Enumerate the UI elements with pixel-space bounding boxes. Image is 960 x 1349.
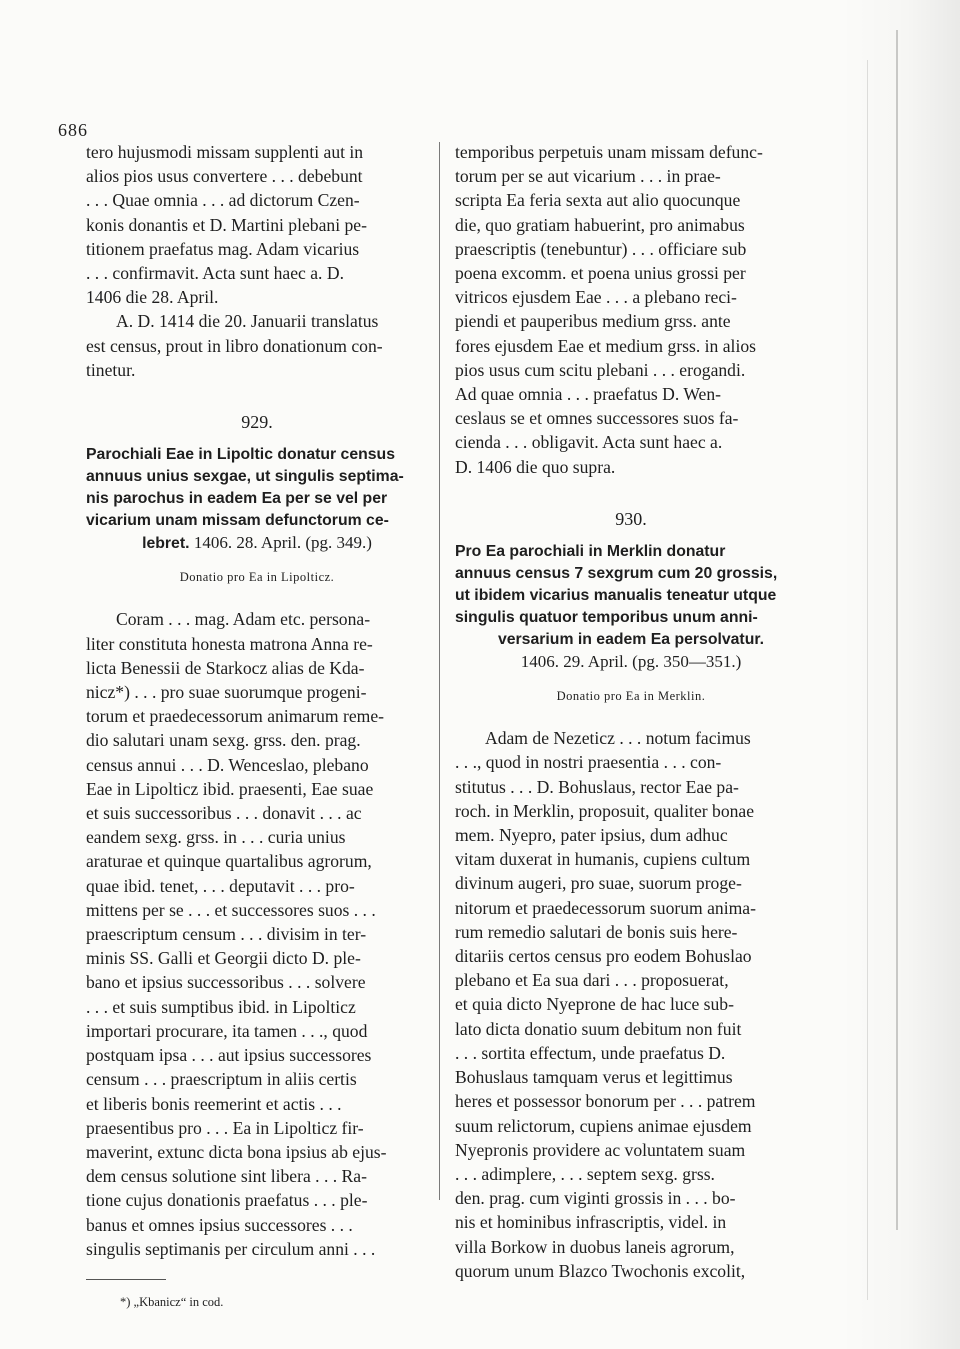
text-line: torum et praedecessorum animarum reme- [86,706,384,727]
text-line: Adam de Nezeticz . . . notum facimus [485,728,751,749]
text-line: censum . . . praescriptum in aliis certis [86,1069,357,1090]
text-line: mittens per se . . . et successores suos . . . [86,899,376,920]
intro-text [86,140,428,382]
text-line: araturae et quinque quartalibus agrorum, [86,851,372,872]
text-line: . . ., quod in nostri praesentia . . . con- [455,752,722,773]
text-line: Bohuslaus tamquam verus et legittimus [455,1067,733,1088]
text-line: licta Benessii de Starkocz alias de Kda- [86,657,365,678]
text-line: stitutus . . . D. Bohuslaus, rector Eae pa- [455,776,739,797]
heading-line [455,651,807,674]
text-line: mem. Nyepro, pater ipsius, dum adhuc [455,825,728,846]
entry-number: 929. [241,412,273,433]
entry-body [455,726,807,1283]
left-column [86,140,428,1314]
text-line: liter constituta honesta matrona Anna re- [86,633,373,654]
text-line: alios pios usus convertere . . . debebunt [86,166,363,187]
text-line: cienda . . . obligavit. Acta sunt haec a. [455,432,723,453]
text-line: torum per se aut vicarium . . . in prae- [455,166,721,187]
continuation-text [455,140,807,479]
heading-line [86,532,428,555]
text-line: lato dicta donatio suum debitum non fuit [455,1018,742,1039]
heading-line: nis parochus in eadem Ea per se vel per [86,490,388,508]
text-line: plebano et Ea sua dari . . . proposuerat, [455,970,729,991]
text-line: . . . adimplere, . . . septem sexg. grss. [455,1163,715,1184]
text-line: postquam ipsa . . . aut ipsius successores [86,1045,372,1066]
text-line: . . . confirmavit. Acta sunt haec a. D. [86,263,344,284]
scan-edge-line [867,60,868,1300]
heading-line: Parochiali Eae in Lipoltic donatur census [86,446,395,464]
text-line: praesentibus pro . . . Ea in Lipolticz fir- [86,1117,364,1138]
text-line: tinetur. [86,359,136,380]
right-column [455,140,807,1283]
entry-date: 1406. 29. April. (pg. 350—351.) [520,652,742,672]
text-line: A. D. 1414 die 20. Januarii translatus [116,311,379,332]
heading-line: versarium in eadem Ea persolvatur. [497,631,765,649]
text-line: vitricos ejusdem Eae . . . a plebano reci- [455,287,737,308]
text-line: Coram . . . mag. Adam etc. persona- [116,609,371,630]
text-line: praescriptum censum . . . divisim in ter- [86,924,367,945]
text-line: est census, prout in libro donationum con- [86,335,383,356]
footnote: *) „Kbanicz“ in cod. [120,1294,224,1309]
entry-subtitle: Donatio pro Ea in Merklin. [556,689,706,704]
text-line: poena excomm. et poena unius grossi per [455,263,746,284]
entry-body [86,607,428,1260]
text-line: maverint, extunc dicta bona ipsius ab ejus- [86,1141,387,1162]
text-line: divinum augeri, pro suae, suorum proge- [455,873,742,894]
heading-line: Pro Ea parochiali in Merklin donatur [455,543,726,561]
text-line: piendi et pauperibus medium grss. ante [455,311,731,332]
text-line: banus et omnes ipsius successores . . . [86,1214,353,1235]
text-line: 1406 die 28. April. [86,287,219,308]
scan-edge-line [896,30,898,1230]
entry-heading [86,444,428,555]
text-line: bano et ipsius successoribus . . . solvere [86,972,366,993]
text-line: singulis septimanis per circulum anni . . . [86,1238,376,1259]
heading-line: singulis quatuor temporibus unum anni- [455,609,758,627]
text-line: D. 1406 die quo supra. [455,456,616,477]
text-line: nitorum et praedecessorum suorum anima- [455,897,756,918]
text-line: eandem sexg. grss. in . . . curia unius [86,827,346,848]
text-line: villa Borkow in duobus laneis agrorum, [455,1236,735,1257]
text-line: tione cujus donationis praefatus . . . ple- [86,1190,368,1211]
text-line: roch. in Merklin, proposuit, qualiter bonae [455,800,755,821]
text-line: scripta Ea feria sexta aut alio quocunque [455,190,741,211]
text-line: den. prag. cum viginti grossis in . . . bo- [455,1188,736,1209]
text-line: dem census solutione sint libera . . . Ra- [86,1166,367,1187]
text-line: et suis successoribus . . . donavit . . . ac [86,803,362,824]
heading-line: vicarium unam missam defunctorum ce- [86,512,389,530]
heading-line: annuus unius sexgae, ut singulis septima- [86,468,404,486]
text-line: rum remedio salutari de bonis suis here- [455,921,738,942]
text-line: nicz*) . . . pro suae suorumque progeni- [86,682,367,703]
text-line: census annui . . . D. Wenceslao, plebano [86,754,369,775]
text-line: quorum unum Blazco Twochonis excolit, [455,1260,746,1281]
text-line: heres et possessor bonorum per . . . patrem [455,1091,756,1112]
text-line: suum relictorum, cupiens animae ejusdem [455,1115,752,1136]
entry-number: 930. [615,508,647,529]
entry-heading [455,541,807,674]
text-line: Nyepronis providere ac voluntatem suam [455,1139,746,1160]
text-line: temporibus perpetuis unam missam defunc- [455,142,763,162]
text-line: importari procurare, ita tamen . . ., quod [86,1020,368,1041]
text-line: praescriptis (tenebuntur) . . . officiare sub [455,238,747,259]
entry-subtitle: Donatio pro Ea in Lipolticz. [179,570,335,585]
text-line: konis donantis et D. Martini plebani pe- [86,214,367,235]
text-line: tero hujusmodi missam supplenti aut in [86,142,364,162]
text-line: dio salutari unam sexg. grss. den. prag. [86,730,361,751]
page-number: 686 [58,120,88,140]
text-line: die, quo gratiam habuerint, pro animabus [455,214,745,235]
text-line: et liberis bonis reemerint et actis . . . [86,1093,342,1114]
text-line: ceslaus se et omnes successores suos fa- [455,408,739,429]
heading-tail: lebret. [142,535,190,553]
text-line: titionem praefatus mag. Adam vicarius [86,238,360,259]
heading-line: ut ibidem vicarius manualis teneatur utque [455,587,777,605]
text-line: . . . Quae omnia . . . ad dictorum Czen- [86,190,360,211]
text-line: ditariis certos census pro eodem Bohuslao [455,946,752,967]
text-line: quae ibid. tenet, . . . deputavit . . . pro- [86,875,355,896]
column-divider [439,142,440,1200]
text-line: pios usus cum scitu plebani . . . erogandi. [455,359,746,380]
text-line: . . . et suis sumptibus ibid. in Lipolticz [86,996,356,1017]
text-line: fores ejusdem Eae et medium grss. in alios [455,335,756,356]
text-line: vitam duxerat in humanis, cupiens cultum [455,849,751,870]
text-line: nis et hominibus infrascriptis, videl. in [455,1212,727,1233]
scan-shadow [840,0,960,1349]
text-line: et quia dicto Nyeprone de hac luce sub- [455,994,734,1015]
text-line: minis SS. Galli et Georgii dicto D. ple- [86,948,361,969]
entry-date: 1406. 28. April. (pg. 349.) [193,533,372,553]
heading-line: annuus census 7 sexgrum cum 20 grossis, [455,565,778,583]
text-line: Eae in Lipolticz ibid. praesenti, Eae suae [86,778,374,799]
text-line: Ad quae omnia . . . praefatus D. Wen- [455,384,721,405]
text-line: . . . sortita effectum, unde praefatus D. [455,1042,726,1063]
